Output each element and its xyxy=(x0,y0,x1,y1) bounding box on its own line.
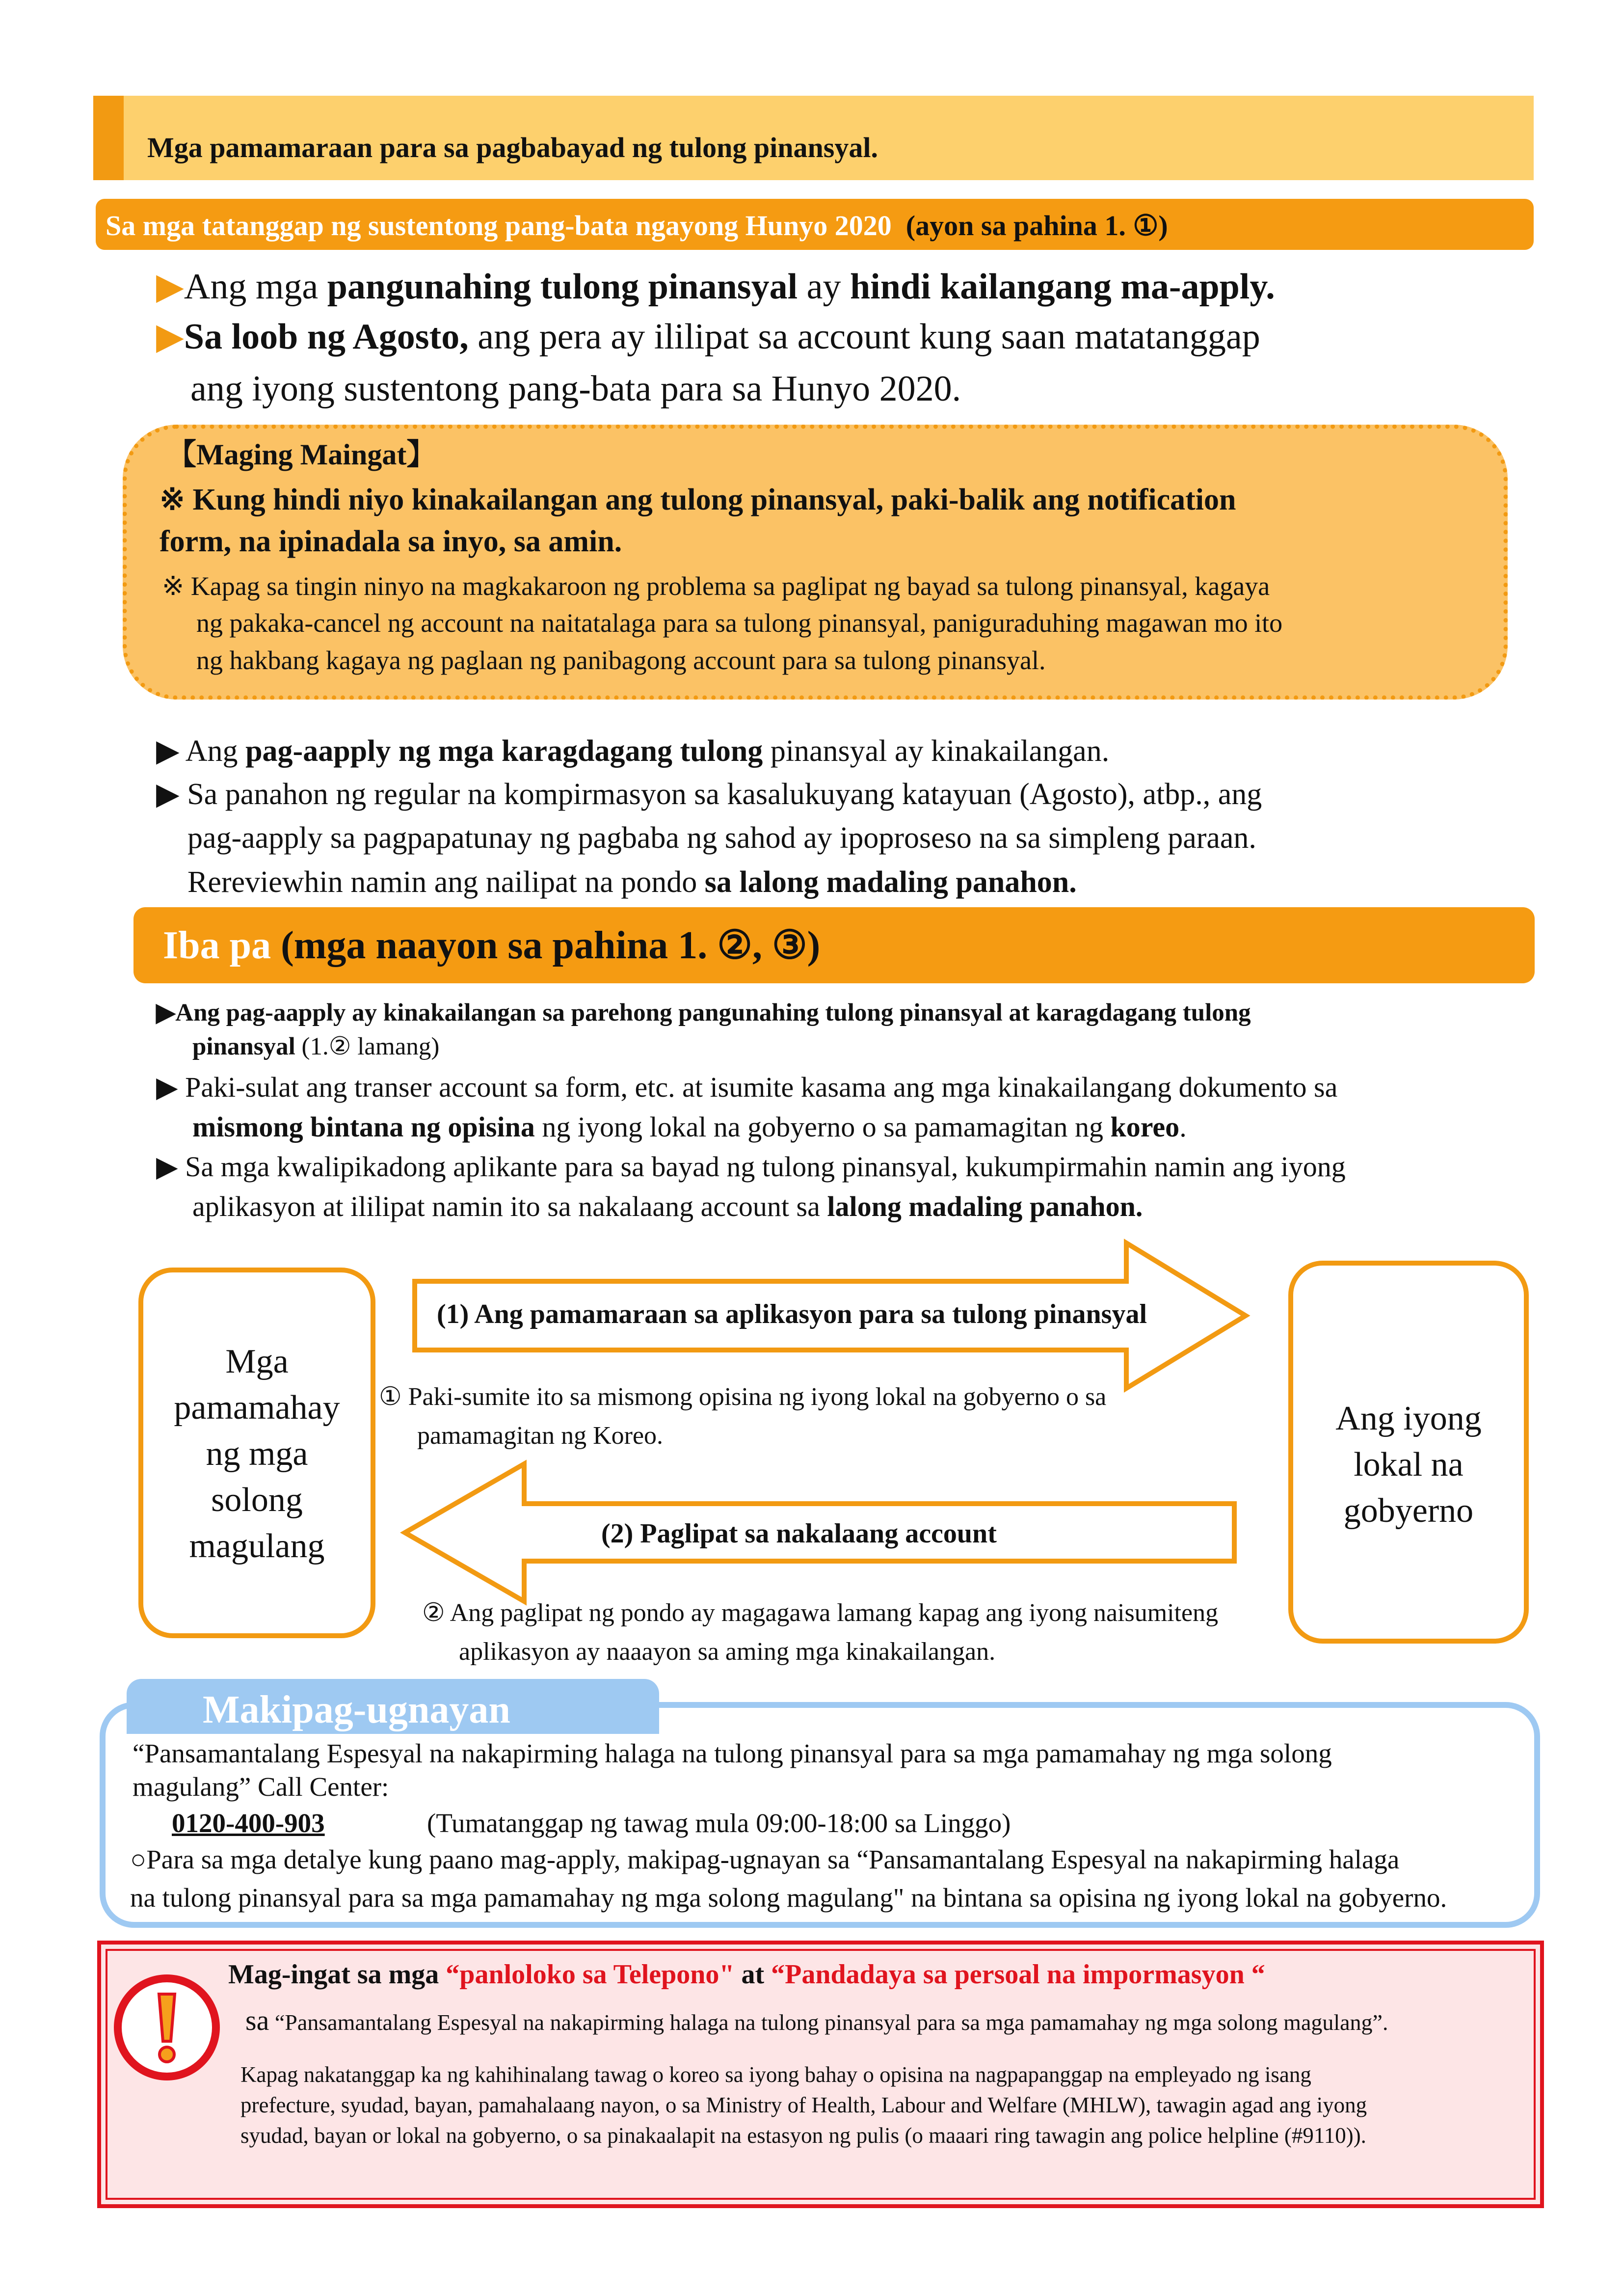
section2-bullet-2-line-2: mismong bintana ng opisina ng iyong lokal na gobyerno o sa pamamagitan ng koreo. xyxy=(192,1111,1187,1143)
contact-line-1: “Pansamantalang Espesyal na nakapirming halaga na tulong pinansyal para sa mga pamamahay ng mga solong xyxy=(133,1738,1332,1768)
arrow2-note-line-2: aplikasyon ay naaayon sa aming mga kinakailangan. xyxy=(459,1638,996,1666)
arrow1-note-line-1: ① Paki-sumite ito sa mismong opisina ng iyong lokal na gobyerno o sa xyxy=(379,1383,1107,1411)
caution-line-4: ng pakaka-cancel ng account na naitatalaga para sa tulong pinansyal, paniguraduhing magawan mo ito xyxy=(196,608,1283,638)
section1-bullet-4-line-3: Rereviewhin namin ang nailipat na pondo sa lalong madaling panahon. xyxy=(187,865,1077,899)
caution-line-1: ※ Kung hindi niyo kinakailangan ang tulong pinansyal, paki-balik ang notification xyxy=(160,483,1236,516)
section2-bullet-1: ▶Ang pag-aapply ay kinakailangan sa parehong pangunahing tulong pinansyal at karagdagang tulong xyxy=(156,999,1251,1026)
section1-heading: Sa mga tatanggap ng sustentong pang-bata ngayong Hunyo 2020 (ayon sa pahina 1. ①) xyxy=(106,210,1168,242)
triangle-bullet-icon: ▶ xyxy=(156,317,184,357)
contact-line-5: na tulong pinansyal para sa mga pamamahay ng mga solong magulang" na bintana sa opisina ng iyong lokal na gobyerno. xyxy=(130,1883,1447,1913)
triangle-bullet-icon: ▶ xyxy=(156,999,176,1026)
section2-bullet-2: ▶ Paki-sulat ang transer account sa form, etc. at isumite kasama ang mga kinakailangang dokumento sa xyxy=(156,1071,1338,1103)
section2-bullet-3-line-2: aplikasyon at ililipat namin ito sa nakalaang account sa lalong madaling panahon. xyxy=(192,1190,1143,1222)
page-title: Mga pamamaraan para sa pagbabayad ng tulong pinansyal. xyxy=(147,132,878,163)
section1-bullet-2: ▶Sa loob ng Agosto, ang pera ay ililipat sa account kung saan matatanggap xyxy=(156,317,1260,357)
section2-ref: (mga naayon sa pahina 1. ②, ③) xyxy=(281,924,821,967)
section1-bullet-4: ▶ Sa panahon ng regular na kompirmasyon sa kasalukuyang katayuan (Agosto), atbp., ang xyxy=(156,778,1262,811)
arrow1-note-line-2: pamamagitan ng Koreo. xyxy=(417,1422,664,1450)
right-box-text: Ang iyong lokal na gobyerno xyxy=(1335,1400,1482,1530)
section2-bullet-3: ▶ Sa mga kwalipikadong aplikante para sa bayad ng tulong pinansyal, kukumpirmahin namin ang iyong xyxy=(156,1151,1346,1183)
contact-tab xyxy=(127,1679,659,1734)
triangle-bullet-icon: ▶ xyxy=(156,1071,178,1103)
section1-bullet-1: ▶Ang mga pangunahing tulong pinansyal ay hindi kailangang ma-apply. xyxy=(156,267,1275,307)
left-box-text: Mga pamamahay ng mga solong magulang xyxy=(174,1343,340,1565)
section1-bullet-3: ▶ Ang pag-aapply ng mga karagdagang tulong pinansyal ay kinakailangan. xyxy=(156,734,1110,768)
caution-line-3: ※ Kapag sa tingin ninyo na magkakaroon ng problema sa paglipat ng bayad sa tulong pinansyal, kagaya xyxy=(162,571,1270,601)
caution-line-2: form, na ipinadala sa inyo, sa amin. xyxy=(160,525,622,558)
section2-heading: Iba pa (mga naayon sa pahina 1. ②, ③) xyxy=(163,924,821,967)
contact-heading: Makipag-ugnayan xyxy=(203,1688,510,1731)
section1-bullet-4-line-2: pag-aapply sa pagpapatunay ng pagbaba ng sahod ay ipoproseso na sa simpleng paraan. xyxy=(187,821,1256,855)
arrow1-label: (1) Ang pamamaraan sa aplikasyon para sa tulong pinansyal xyxy=(437,1299,1147,1329)
contact-line-2: magulang” Call Center: xyxy=(133,1772,389,1802)
triangle-bullet-icon: ▶ xyxy=(156,734,180,768)
section2-bullet-1-line-2: pinansyal (1.② lamang) xyxy=(192,1033,440,1060)
warning-line-3: Kapag nakatanggap ka ng kahihinalang tawag o koreo sa iyong bahay o opisina na nagpapanggap na empleyado ng isang xyxy=(240,2062,1311,2087)
arrow2-note-line-1: ② Ang paglipat ng pondo ay magagawa lamang kapag ang iyong naisumiteng xyxy=(422,1599,1219,1627)
contact-line-4: ○Para sa mga detalye kung paano mag-apply, makipag-ugnayan sa “Pansamantalang Espesyal na nakapirming halaga xyxy=(130,1844,1400,1874)
triangle-bullet-icon: ▶ xyxy=(156,1151,178,1183)
warning-line-4: prefecture, syudad, bayan, pamahalaang nayon, o sa Ministry of Health, Labour and Welfare (MHLW), tawagin agad ang iyong xyxy=(240,2093,1367,2117)
caution-line-5: ng hakbang kagaya ng paglaan ng panibagong account para sa tulong pinansyal. xyxy=(196,646,1046,675)
caution-title: 【Maging Maingat】 xyxy=(167,438,436,471)
triangle-bullet-icon: ▶ xyxy=(156,778,180,811)
warning-line-2: sa “Pansamantalang Espesyal na nakapirming halaga na tulong pinansyal para sa mga pamamahay ng mga solong magulang”. xyxy=(245,2004,1388,2036)
call-center-phone[interactable]: 0120-400-903 xyxy=(172,1808,325,1838)
triangle-bullet-icon: ▶ xyxy=(156,267,184,307)
call-center-hours: (Tumatanggap ng tawag mula 09:00-18:00 sa Linggo) xyxy=(427,1808,1011,1838)
arrow2-label: (2) Paglipat sa nakalaang account xyxy=(601,1518,997,1549)
warning-title: Mag-ingat sa mga “panloloko sa Telepono" at “Pandadaya sa persoal na impormasyon “ xyxy=(228,1959,1265,1990)
warning-line-5: syudad, bayan or lokal na gobyerno, o sa pinakaalapit na estasyon ng pulis (o maaari ring tawagin ang police helpline (#9110)). xyxy=(240,2123,1366,2148)
section1-ref: (ayon sa pahina 1. ①) xyxy=(905,210,1168,242)
exclamation-icon xyxy=(108,1969,226,2086)
section1-bullet-2-cont: ang iyong sustentong pang-bata para sa Hunyo 2020. xyxy=(190,369,961,409)
